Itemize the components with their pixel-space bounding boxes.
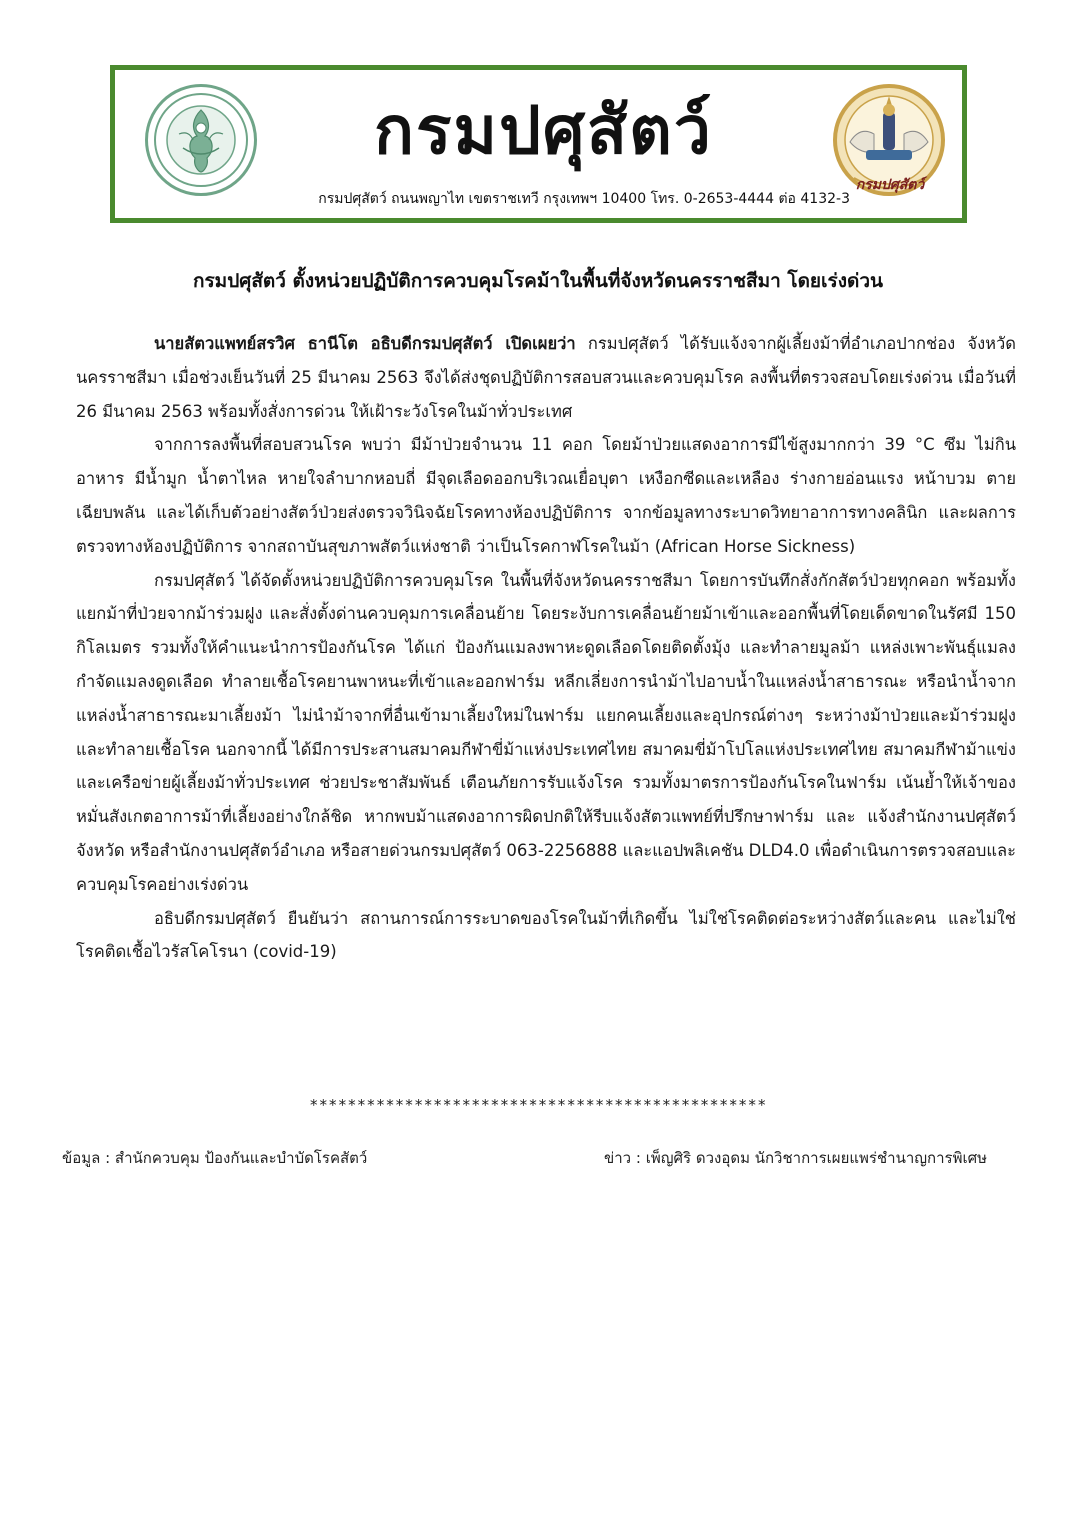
ministry-emblem-icon	[149, 88, 253, 192]
letterhead	[110, 65, 967, 223]
department-of-livestock-logo	[830, 82, 948, 204]
separator-line: ************************************************	[309, 1096, 767, 1114]
paragraph-3: กรมปศุสัตว์ ได้จัดตั้งหน่วยปฏิบัติการควบคุมโรค ในพื้นที่จังหวัดนครราชสีมา โดยการบันทึกสั่งกักสัตว์ป่วยทุกคอก พร้อมทั้งแยกม้าที่ป่วยจากม้าร่วมฝูง และสั่งตั้งด่านควบคุมการเคลื่อนย้าย โดยระงับการเคลื่อนย้ายม้าเข้าและออกพื้นที่โดยเด็ดขาดในรัศมี 150 กิโลเมตร รวมทั้งให้คำแนะนำการป้องกันโรค ได้แก่ ป้องกันแมลงพาหะดูดเลือดโดยติดตั้งมุ้ง และทำลายมูลม้า แหล่งเพาะพันธุ์แมลง กำจัดแมลงดูดเลือด ทำลายเชื้อโรคยานพาหนะที่เข้าและออกฟาร์ม หลีกเลี่ยงการนำม้าไปอาบน้ำในแหล่งน้ำสาธารณะ หรือนำน้ำจากแหล่งน้ำสาธารณะมาเลี้ยงม้า ไม่นำม้าจากที่อื่นเข้ามาเลี้ยงใหม่ในฟาร์ม แยกคนเลี้ยงและอุปกรณ์ต่างๆ ระหว่างม้าป่วยและม้าร่วมฝูง และทำลายเชื้อโรค นอกจากนี้ ได้มีการประสานสมาคมกีฬาขี่ม้าแห่งประเทศไทย สมาคมขี่ม้าโปโลแห่งประเทศไทย สมาคมกีฬาม้าแข่ง และเครือข่ายผู้เลี้ยงม้าทั่วประเทศ ช่วยประชาสัมพันธ์ เตือนภัยการรับแจ้งโรค รวมทั้งมาตรการป้องกันโรคในฟาร์ม เน้นย้ำให้เจ้าของ หมั่นสังเกตอาการม้าที่เลี้ยงอย่างใกล้ชิด หากพบม้าแสดงอาการผิดปกติให้รีบแจ้งสัตวแพทย์ที่ปรึกษาฟาร์ม และ แจ้งสำนักงานปศุสัตว์จังหวัด หรือสำนักงานปศุสัตว์อำเภอ หรือสายด่วนกรมปศุสัตว์ 063-2256888 และแอปพลิเคชัน DLD4.0 เพื่อดำเนินการตรวจสอบและควบคุมโรคอย่างเร่งด่วน	[76, 570, 1016, 894]
department-address: กรมปศุสัตว์ ถนนพญาไท เขตราชเทวี กรุงเทพฯ 10400 โทร. 0-2653-4444 ต่อ 4132-3	[318, 191, 850, 207]
news-body	[76, 327, 1016, 969]
paragraph-1-lead: นายสัตวแพทย์สรวิศ ธานีโต อธิบดีกรมปศุสัตว์ เปิดเผยว่า	[154, 334, 576, 353]
livestock-logo-text: กรมปศุสัตว์	[855, 177, 925, 193]
news-headline: กรมปศุสัตว์ ตั้งหน่วยปฏิบัติการควบคุมโรคม้าในพื้นที่จังหวัดนครราชสีมา โดยเร่งด่วน	[192, 270, 884, 292]
paragraph-2: จากการลงพื้นที่สอบสวนโรค พบว่า มีม้าป่วยจำนวน 11 คอก โดยม้าป่วยแสดงอาการมีไข้สูงมากกว่า 39 °C ซึม ไม่กินอาหาร มีน้ำมูก น้ำตาไหล หายใจลำบากหอบถี่ มีจุดเลือดออกบริเวณเยื่อบุตา เหงือกซีดและเหลือง ร่างกายอ่อนแรง หน้าบวม ตายเฉียบพลัน และได้เก็บตัวอย่างสัตว์ป่วยส่งตรวจวินิจฉัยโรคทางห้องปฏิบัติการ จากข้อมูลทางระบาดวิทยาอาการทางคลินิก และผลการตรวจทางห้องปฏิบัติการ จากสถาบันสุขภาพสัตว์แห่งชาติ ว่าเป็นโรคกาฬโรคในม้า (African Horse Sickness)	[76, 435, 1016, 556]
paragraph-4: อธิบดีกรมปศุสัตว์ ยืนยันว่า สถานการณ์การระบาดของโรคในม้าที่เกิดขึ้น ไม่ใช่โรคติดต่อระหว่างสัตว์และคน และไม่ใช่โรคติดเชื้อไวรัสโคโรนา (covid-19)	[76, 908, 1016, 962]
department-title: กรมปศุสัตว์	[374, 92, 713, 169]
ministry-of-agriculture-logo	[145, 84, 257, 196]
paragraph-1	[76, 327, 1016, 428]
footer-source: ข้อมูล : สำนักควบคุม ป้องกันและบำบัดโรคสัตว์	[62, 1149, 368, 1167]
footer-reporter: ข่าว : เพ็ญศิริ ดวงอุดม นักวิชาการเผยแพร่ชำนาญการพิเศษ	[604, 1149, 988, 1167]
paragraph-1-text: กรมปศุสัตว์ ได้รับแจ้งจากผู้เลี้ยงม้าที่อำเภอปากช่อง จังหวัดนครราชสีมา เมื่อช่วงเย็นวันที่ 25 มีนาคม 2563 จึงได้ส่งชุดปฏิบัติการสอบสวนและควบคุมโรค ลงพื้นที่ตรวจสอบโดยเร่งด่วน เมื่อวันที่ 26 มีนาคม 2563 พร้อมทั้งสั่งการด่วน ให้เฝ้าระวังโรคในม้าทั่วประเทศ	[76, 334, 1016, 421]
